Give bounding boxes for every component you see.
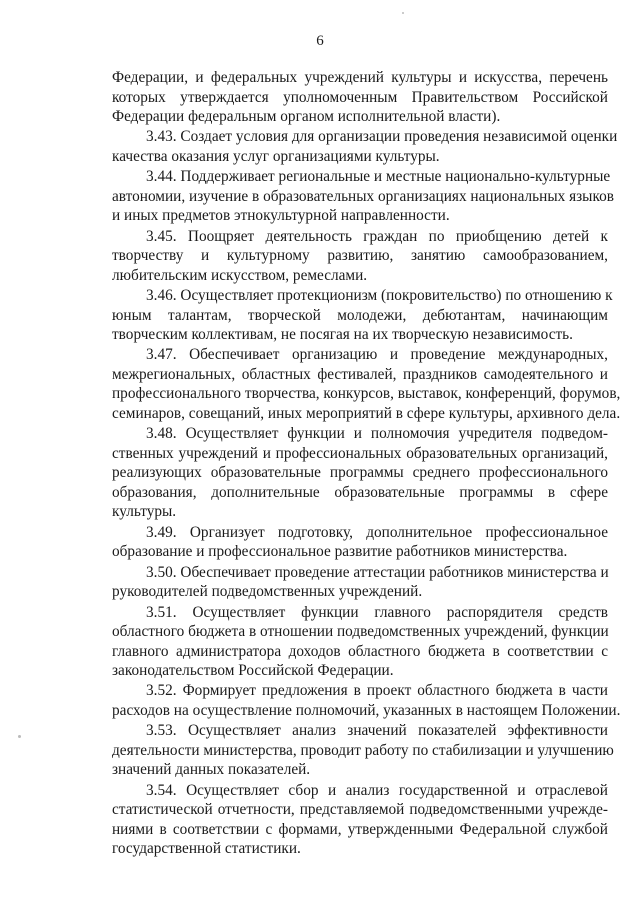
text-line: которых утверждается уполномоченным Правительством Российской bbox=[112, 88, 608, 106]
paragraph-item-3-51 bbox=[112, 603, 608, 681]
text-line: расходов на осуществление полномочий, указанных в настоящем Положении. bbox=[112, 701, 621, 719]
paragraph-item-3-53 bbox=[112, 721, 614, 780]
text-line: автономии, изучение в образовательных организациях национальных языков bbox=[112, 187, 614, 205]
text-line: творческим коллективам, не посягая на их творческую независимость. bbox=[112, 326, 573, 344]
paragraph-item-3-46 bbox=[112, 286, 613, 345]
paragraph-item-3-45 bbox=[112, 227, 608, 286]
scan-speck bbox=[18, 735, 21, 738]
text-line: значений данных показателей. bbox=[112, 761, 311, 779]
text-line: статистической отчетности, представляемой подведомственными учрежде- bbox=[112, 801, 608, 819]
paragraph-item-3-43 bbox=[112, 127, 618, 166]
paragraph-item-3-48 bbox=[112, 424, 608, 522]
text-line: реализующих образовательные программы среднего профессионального bbox=[112, 464, 608, 482]
text-line: качества оказания услуг организациями культуры. bbox=[112, 147, 440, 165]
text-line: 3.44. Поддерживает региональные и местные национально-культурные bbox=[146, 168, 611, 186]
document-body bbox=[112, 68, 621, 859]
text-line: юным талантам, творческой молодежи, дебютантам, начинающим bbox=[112, 306, 608, 324]
text-line: государственной статистики. bbox=[112, 840, 301, 858]
text-line: образования, дополнительные образовательные программы в сфере bbox=[112, 483, 608, 501]
text-line: законодательством Российской Федерации. bbox=[112, 662, 394, 680]
text-line: руководителей подведомственных учреждений. bbox=[112, 583, 423, 601]
text-line: деятельности министерства, проводит работу по стабилизации и улучшению bbox=[112, 741, 614, 759]
text-line: семинаров, совещаний, иных мероприятий в сфере культуры, архивного дела. bbox=[112, 404, 621, 422]
paragraph-continuation bbox=[112, 68, 608, 127]
text-line: творчеству и культурному развитию, занятию самообразованием, bbox=[112, 247, 608, 265]
text-line: 3.49. Организует подготовку, дополнительное профессиональное bbox=[146, 523, 608, 541]
paragraph-item-3-49 bbox=[112, 523, 608, 562]
text-line: межрегиональных, областных фестивалей, праздников самодеятельного и bbox=[112, 365, 608, 383]
paragraph-item-3-47 bbox=[112, 345, 621, 423]
paragraph-item-3-50 bbox=[112, 563, 608, 602]
text-line: 3.52. Формирует предложения в проект областного бюджета в части bbox=[146, 682, 608, 700]
text-line: 3.51. Осуществляет функции главного распорядителя средств bbox=[146, 603, 608, 621]
text-line: 3.54. Осуществляет сбор и анализ государственной и отраслевой bbox=[146, 781, 608, 799]
paragraph-item-3-52 bbox=[112, 681, 621, 720]
text-line: главного администратора доходов областного бюджета в соответствии с bbox=[112, 642, 608, 660]
text-line: 3.53. Осуществляет анализ значений показателей эффективности bbox=[146, 722, 608, 740]
text-line: ственных учреждений и профессиональных образовательных организаций, bbox=[112, 444, 608, 462]
text-line: Федерации федеральным органом исполнительной власти). bbox=[112, 108, 501, 125]
text-line: и иных предметов этнокультурной направленности. bbox=[112, 207, 450, 225]
text-line: 3.45. Поощряет деятельность граждан по приобщению детей к bbox=[146, 227, 608, 245]
text-line: любительским искусством, ремеслами. bbox=[112, 266, 368, 284]
text-line: ниями в соответствии с формами, утвержденными Федеральной службой bbox=[112, 820, 608, 838]
text-line: Федерации, и федеральных учреждений культуры и искусства, перечень bbox=[112, 69, 608, 86]
text-line: культуры. bbox=[112, 503, 177, 521]
text-line: 3.46. Осуществляет протекционизм (покровительство) по отношению к bbox=[146, 287, 613, 305]
paragraph-item-3-44 bbox=[112, 167, 614, 226]
text-line: 3.50. Обеспечивает проведение аттестации работников министерства и bbox=[146, 563, 609, 581]
text-line: профессионального творчества, конкурсов, выставок, конференций, форумов, bbox=[112, 385, 621, 403]
scan-speck bbox=[402, 12, 404, 14]
text-line: 3.47. Обеспечивает организацию и проведение международных, bbox=[146, 346, 608, 364]
text-line: 3.43. Создает условия для организации проведения независимой оценки bbox=[146, 128, 618, 146]
text-line: областного бюджета в отношении подведомственных учреждений, функции bbox=[112, 623, 609, 641]
text-line: 3.48. Осуществляет функции и полномочия учредителя подведом- bbox=[146, 425, 608, 443]
page-number: 6 bbox=[316, 33, 324, 49]
text-line: образование и профессиональное развитие работников министерства. bbox=[112, 543, 568, 561]
paragraph-item-3-54 bbox=[112, 781, 608, 859]
